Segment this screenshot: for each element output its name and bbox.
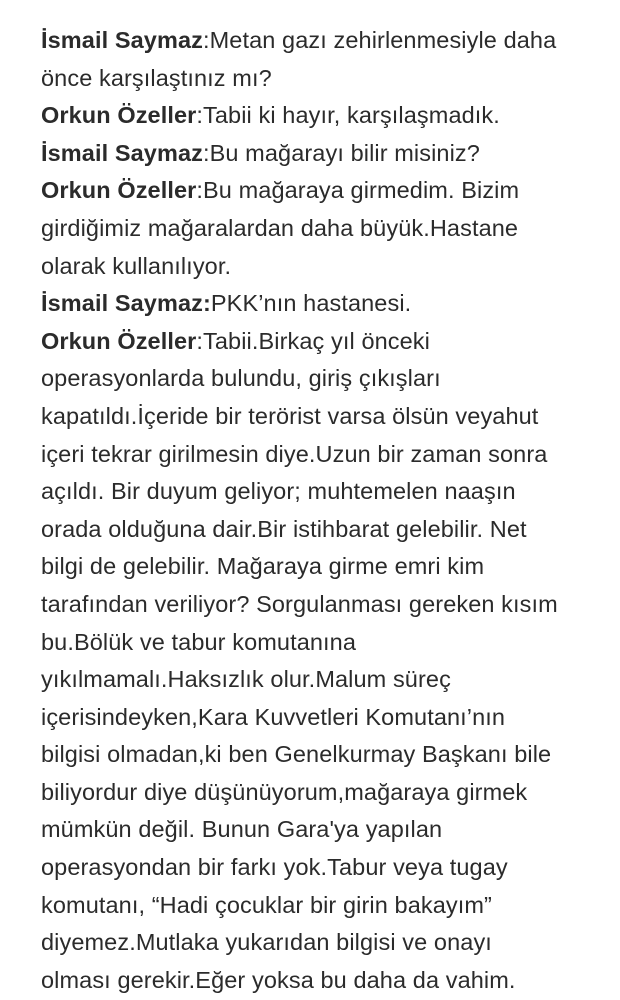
utterance-text: bu.Bölük ve tabur komutanına [41, 628, 357, 655]
utterance-text: mümkün değil. Bunun Gara'ya yapılan [41, 816, 443, 843]
utterance-text: olarak kullanılıyor. [41, 252, 232, 279]
transcript-line [41, 473, 604, 511]
transcript-line [41, 511, 604, 549]
utterance-text: olması gerekir.Eğer yoksa bu daha da vahim. [41, 966, 516, 993]
transcript-line [41, 548, 604, 586]
transcript-line [41, 398, 604, 436]
utterance-text: kapatıldı.İçeride bir terörist varsa ölsün veyahut [41, 402, 539, 429]
transcript-line [41, 811, 604, 849]
speaker-name: İsmail Saymaz [41, 27, 203, 53]
utterance-text: komutanı, “Hadi çocuklar bir girin bakayım” [41, 891, 492, 918]
transcript-line [41, 360, 604, 398]
transcript-line [41, 624, 604, 662]
transcript-line [41, 135, 604, 173]
transcript-line [41, 962, 604, 1000]
speaker-name: Orkun Özeller [41, 102, 197, 129]
transcript-line [41, 661, 604, 699]
utterance-text: önce karşılaştınız mı? [41, 64, 272, 91]
utterance-text: diyemez.Mutlaka yukarıdan bilgisi ve onayı [41, 929, 492, 956]
transcript-body [41, 22, 604, 999]
transcript-line [41, 172, 604, 210]
utterance-text: bilgisi olmadan,ki ben Genelkurmay Başkanı bile [41, 741, 552, 768]
utterance-text: operasyondan bir farkı yok.Tabur veya tugay [41, 854, 508, 881]
utterance-text: :Tabii.Birkaç yıl önceki [196, 327, 430, 354]
utterance-text: yıkılmamalı.Haksızlık olur.Malum süreç [41, 666, 451, 693]
transcript-line [41, 323, 604, 361]
speaker-name: İsmail Saymaz: [41, 290, 211, 317]
utterance-text: içeri tekrar girilmesin diye.Uzun bir zaman sonra [41, 440, 548, 467]
utterance-text: içerisindeyken,Kara Kuvvetleri Komutanı’nın [41, 703, 506, 730]
speaker-name: Orkun Özeller [41, 177, 197, 204]
transcript-line [41, 60, 604, 98]
speaker-name: Orkun Özeller [41, 327, 197, 354]
transcript-line [41, 774, 604, 812]
transcript-line [41, 248, 604, 286]
utterance-text: biliyordur diye düşünüyorum,mağaraya girmek [41, 778, 528, 805]
transcript-line [41, 887, 604, 925]
utterance-text: tarafından veriliyor? Sorgulanması gereken kısım [41, 590, 558, 617]
utterance-text: açıldı. Bir duyum geliyor; muhtemelen naaşın [41, 478, 516, 505]
utterance-text: :Tabii ki hayır, karşılaşmadık. [196, 102, 500, 129]
utterance-text: :Bu mağarayı bilir misiniz? [202, 139, 480, 166]
utterance-text: :Metan gazı zehirlenmesiyle daha [202, 27, 557, 53]
utterance-text: :Bu mağaraya girmedim. Bizim [196, 177, 520, 204]
utterance-text: operasyonlarda bulundu, giriş çıkışları [41, 365, 441, 392]
utterance-text: orada olduğuna dair.Bir istihbarat gelebilir. Net [41, 515, 527, 542]
speaker-name: İsmail Saymaz [41, 139, 203, 166]
utterance-text: PKK’nın hastanesi. [210, 290, 412, 317]
transcript-line [41, 285, 604, 323]
transcript-line [41, 736, 604, 774]
transcript-line [41, 849, 604, 887]
utterance-text: girdiğimiz mağaralardan daha büyük.Hastane [41, 214, 519, 241]
transcript-line [41, 924, 604, 962]
transcript-line [41, 436, 604, 474]
transcript-line [41, 699, 604, 737]
transcript-line [41, 97, 604, 135]
transcript-line [41, 210, 604, 248]
transcript-line [41, 22, 604, 60]
utterance-text: bilgi de gelebilir. Mağaraya girme emri kim [41, 553, 485, 580]
transcript-line [41, 586, 604, 624]
